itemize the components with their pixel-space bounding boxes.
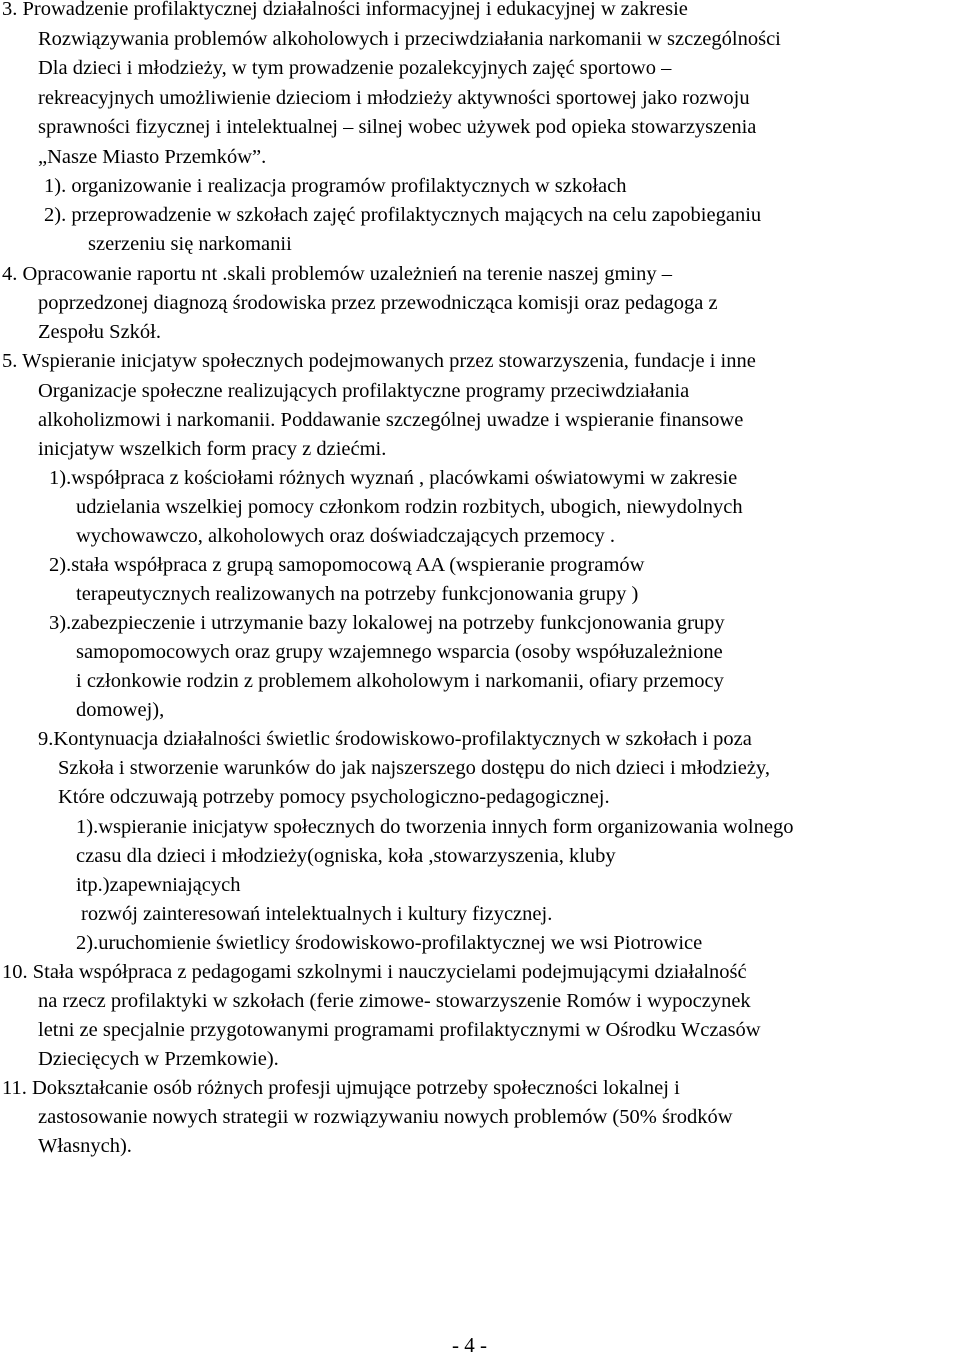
text-line: Zespołu Szkół. [38,321,161,343]
text-line: rozwój zainteresowań intelektualnych i kultury fizycznej. [81,903,553,925]
text-line: itp.)zapewniających [76,874,241,896]
text-line: poprzedzonej diagnozą środowiska przez przewodnicząca komisji oraz pedagoga z [38,292,718,314]
text-line: alkoholizmowi i narkomanii. Poddawanie szczególnej uwadze i wspieranie finansowe [38,409,744,431]
text-line: Dla dzieci i młodzieży, w tym prowadzenie pozalekcyjnych zajęć sportowo – [38,57,672,79]
text-line: samopomocowych oraz grupy wzajemnego wsparcia (osoby współuzależnione [76,641,723,663]
text-line: czasu dla dzieci i młodzieży(ogniska, koła ,stowarzyszenia, kluby [76,845,616,867]
text-line: sprawności fizycznej i intelektualnej – silnej wobec używek pod opieka stowarzyszenia [38,116,757,138]
text-line: 5. Wspieranie inicjatyw społecznych podejmowanych przez stowarzyszenia, fundacje i inne [2,350,756,372]
text-line: 3).zabezpieczenie i utrzymanie bazy lokalowej na potrzeby funkcjonowania grupy [49,612,725,634]
text-line: Rozwiązywania problemów alkoholowych i przeciwdziałania narkomanii w szczególności [38,28,781,50]
text-line: 1).wspieranie inicjatyw społecznych do tworzenia innych form organizowania wolnego [76,816,794,838]
text-line: wychowawczo, alkoholowych oraz doświadczających przemocy . [76,525,616,547]
text-line: 2). przeprowadzenie w szkołach zajęć profilaktycznych mających na celu zapobieganiu [44,204,762,226]
text-line: letni ze specjalnie przygotowanymi programami profilaktycznymi w Ośrodku Wczasów [38,1019,761,1041]
text-line: zastosowanie nowych strategii w rozwiązywaniu nowych problemów (50% środków [38,1106,733,1128]
text-line: 9.Kontynuacja działalności świetlic środowiskowo-profilaktycznych w szkołach i poza [38,728,752,750]
text-line: inicjatyw wszelkich form pracy z dziećmi. [38,438,387,460]
text-line: 3. Prowadzenie profilaktycznej działalności informacyjnej i edukacyjnej w zakresie [2,0,688,20]
text-line: domowej), [76,699,165,721]
text-line: terapeutycznych realizowanych na potrzeby funkcjonowania grupy ) [76,583,639,605]
text-line: 2).uruchomienie świetlicy środowiskowo-profilaktycznej we wsi Piotrowice [76,932,703,954]
text-line: 2).stała współpraca z grupą samopomocową AA (wspieranie programów [49,554,645,576]
text-line: udzielania wszelkiej pomocy członkom rodzin rozbitych, ubogich, niewydolnych [76,496,743,518]
text-line: 11. Dokształcanie osób różnych profesji ujmujące potrzeby społeczności lokalnej i [2,1077,680,1099]
text-line: szerzeniu się narkomanii [88,233,292,255]
text-line: Dziecięcych w Przemkowie). [38,1048,279,1070]
text-line: 1). organizowanie i realizacja programów profilaktycznych w szkołach [44,175,627,197]
text-line: i członkowie rodzin z problemem alkoholowym i narkomanii, ofiary przemocy [76,670,724,692]
text-line: 10. Stała współpraca z pedagogami szkolnymi i nauczycielami podejmującymi działalność [2,961,747,983]
text-line: 1).współpraca z kościołami różnych wyznań , placówkami oświatowymi w zakresie [49,467,738,489]
text-line: na rzecz profilaktyki w szkołach (ferie zimowe- stowarzyszenie Romów i wypoczynek [38,990,751,1012]
text-line: Szkoła i stworzenie warunków do jak najszerszego dostępu do nich dzieci i młodzieży, [58,757,770,779]
text-line: rekreacyjnych umożliwienie dzieciom i młodzieży aktywności sportowej jako rozwoju [38,87,750,109]
page-number: - 4 - [452,1333,487,1357]
text-line: „Nasze Miasto Przemków”. [38,146,267,168]
text-line: Własnych). [38,1135,132,1157]
text-line: 4. Opracowanie raportu nt .skali problemów uzależnień na terenie naszej gminy – [2,263,672,285]
text-line: Organizacje społeczne realizujących profilaktyczne programy przeciwdziałania [38,380,690,402]
text-line: Które odczuwają potrzeby pomocy psychologiczno-pedagogicznej. [58,786,610,808]
